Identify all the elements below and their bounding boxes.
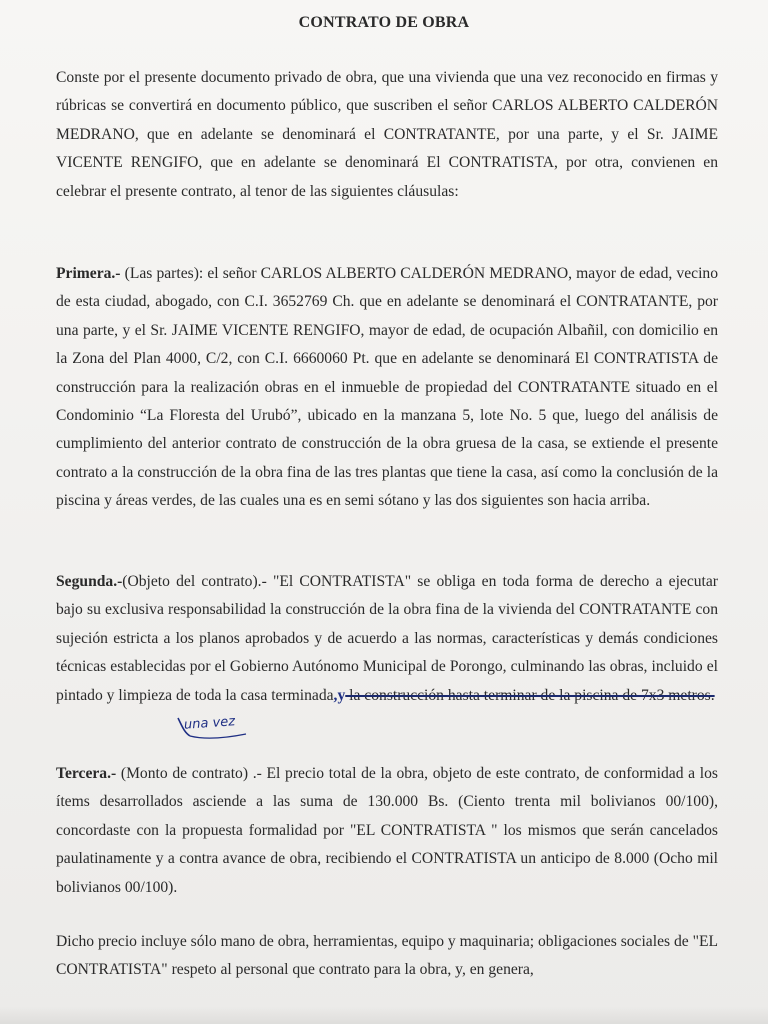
clause-text: (Monto de contrato) .- El precio total de la obra, objeto de este contrato, de conformidad a los ítems desarrollados asciende a las suma de 130.000 Bs. (Ciento trenta mil bolivianos 00/100), concordaste con la propuesta formalidad por "EL CONTRATISTA " los mismos que serán cancelados paulatinamente y a contra avance de obra, recibiendo el CONTRATISTA un anticipo de 8.000 (Ocho mil bolivianos 00/100). bbox=[56, 765, 718, 896]
clause-heading: Segunda.- bbox=[56, 573, 123, 590]
struck-through-text: la construcción hasta terminar de la piscina de 7x3 metros. bbox=[345, 686, 715, 704]
clause-heading: Primera.- bbox=[56, 265, 121, 282]
document-title: CONTRATO DE OBRA bbox=[298, 14, 470, 31]
clause-text: (Las partes): el señor CARLOS ALBERTO CALDERÓN MEDRANO, mayor de edad, vecino de esta ciudad, abogado, con C.I. 3652769 Ch. que en adelante se denominará el CONTRATANTE, por una parte, y el Sr. JAIME VICENTE RENGIFO, mayor de edad, de ocupación Albañil, con domicilio en la Zona del Plan 4000, C/2, con C.I. 6660060 Pt. que en adelante se denominará El CONTRATISTA de construcción para la realización obras en el inmueble de propiedad del CONTRATANTE situado en el Condominio “La Floresta del Urubó”, ubicado en la manzana 5, lote No. 5 que, luego del análisis de cumplimiento del anterior contrato de construcción de la obra gruesa de la casa, se extiende el presente contrato a la construcción de la obra fina de las tres plantas que tiene la casa, así como la conclusión de la piscina y áreas verdes, de las cuales una es en semi sótano y las dos siguientes son hacia arriba. bbox=[56, 265, 718, 510]
clause-tercera bbox=[56, 760, 718, 902]
clause-primera bbox=[56, 260, 718, 516]
closing-paragraph: Dicho precio incluye sólo mano de obra, herramientas, equipo y maquinaria; obligaciones sociales de "EL CONTRATISTA" respeto al personal que contrato para la obra, y, en genera, bbox=[56, 933, 718, 979]
intro-paragraph: Conste por el presente documento privado de obra, que una vivienda que una vez reconocido en firmas y rúbricas se convertirá en documento público, que suscriben el señor CARLOS ALBERTO CALDERÓN MEDRANO, que en adelante se denominará el CONTRATANTE, por una parte, y el Sr. JAIME VICENTE RENGIFO, que en adelante se denominará El CONTRATISTA, por otra, convienen en celebrar el presente contrato, al tenor de las siguientes cláusulas: bbox=[56, 69, 718, 200]
handwritten-insertion-mark: ,y bbox=[333, 686, 346, 704]
page-edge-shadow bbox=[0, 1006, 768, 1024]
clause-text: (Objeto del contrato).- "El CONTRATISTA" se obliga en toda forma de derecho a ejecutar bajo su exclusiva responsabilidad la construcción de la obra fina de la vivienda del CONTRATANTE con sujeción estricta a los planos aprobados y de acuerdo a las normas, características y demás condiciones técnicas establecidas por el Gobierno Autónomo Municipal de Porongo, culminando las obras, incluido el pintado y limpieza de toda la casa terminada bbox=[56, 573, 718, 704]
clause-heading: Tercera.- bbox=[56, 765, 117, 782]
clause-segunda bbox=[56, 568, 718, 710]
handwritten-note: una vez bbox=[183, 714, 236, 733]
handwritten-annotation bbox=[176, 714, 256, 748]
